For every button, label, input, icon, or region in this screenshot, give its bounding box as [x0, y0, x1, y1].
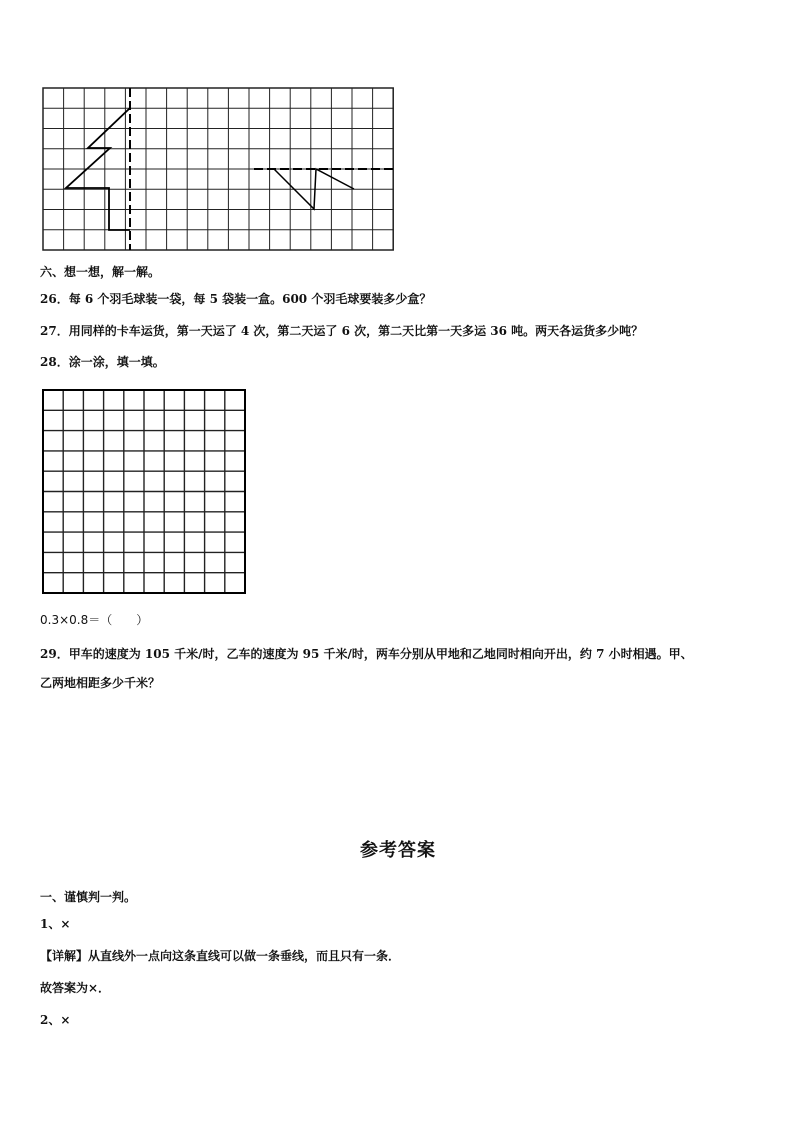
answer-1: 1、×: [40, 917, 71, 931]
answers-section1-title: 一、谨慎判一判。: [40, 890, 137, 904]
symmetry-grid: [0, 0, 794, 260]
coloring-grid: [0, 380, 794, 600]
question-28: 28．涂一涂，填一填。: [40, 355, 165, 369]
question-26: 26．每 6 个羽毛球装一袋，每 5 袋装一盒。600 个羽毛球要装多少盒？: [40, 292, 432, 306]
answer-2: 2、×: [40, 1013, 71, 1027]
answers-heading: 参考答案: [360, 840, 436, 861]
question-29-line2: 乙两地相距多少千米？: [40, 676, 161, 690]
q28-expression: 0.3×0.8＝（ ）: [40, 613, 149, 627]
question-27: 27．用同样的卡车运货，第一天运了 4 次，第二天运了 6 次，第二天比第一天多运 36 吨。两天各运货多少吨？: [40, 324, 644, 338]
answer-1-conclusion: 故答案为×．: [40, 981, 111, 995]
section-six-title: 六、想一想，解一解。: [40, 265, 161, 279]
question-29-line1: 29．甲车的速度为 105 千米/时，乙车的速度为 95 千米/时，两车分别从甲地和乙地同时相向开出，约 7 小时相遇。甲、: [40, 647, 693, 661]
answer-1-detail: 【详解】从直线外一点向这条直线可以做一条垂线，而且只有一条．: [40, 949, 401, 963]
